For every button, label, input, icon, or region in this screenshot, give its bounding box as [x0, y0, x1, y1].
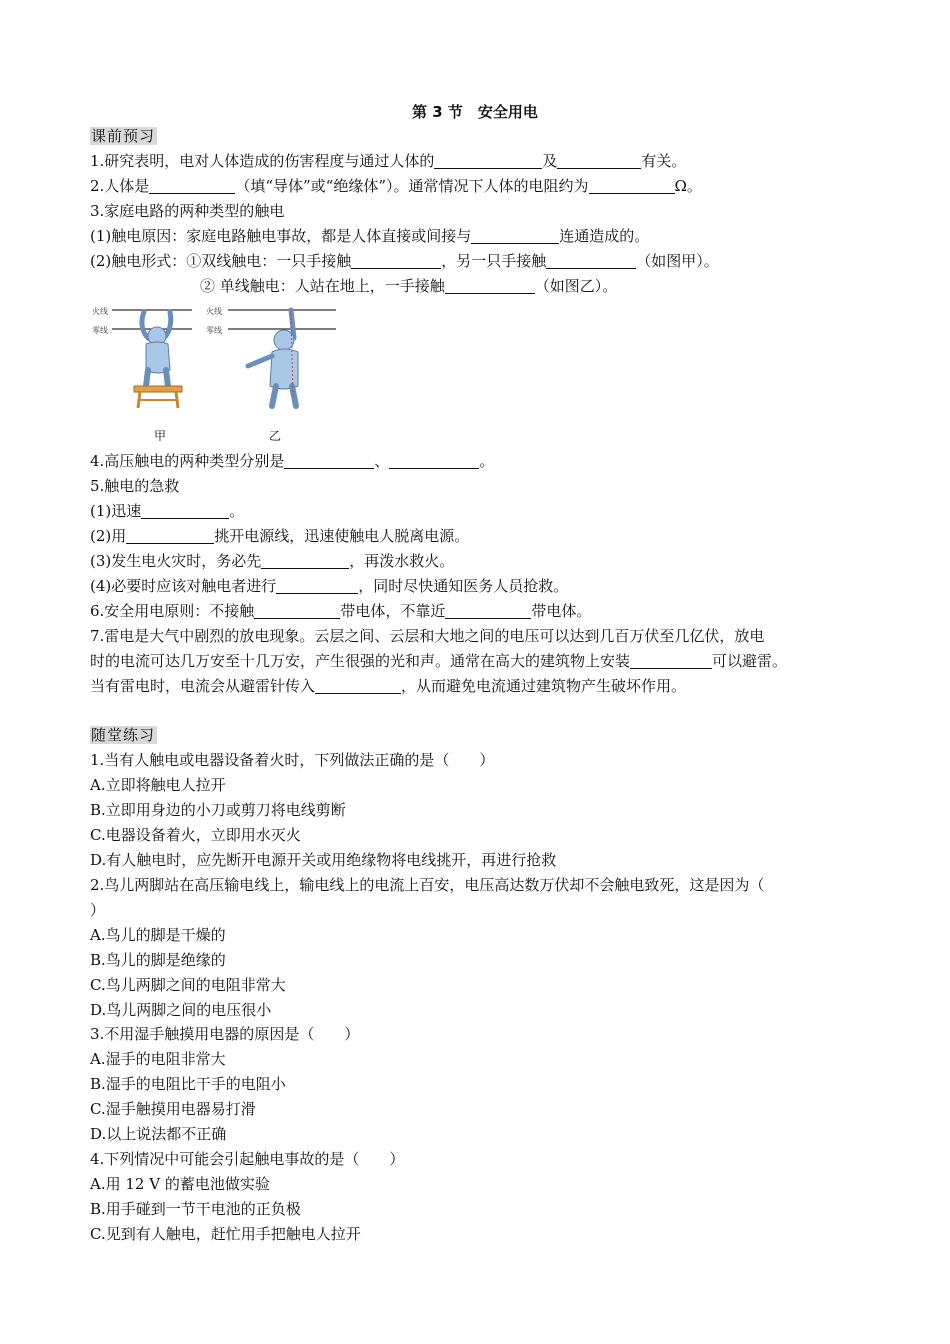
- q1-text: 及: [542, 152, 558, 170]
- answer-blank[interactable]: [315, 677, 401, 694]
- fig-neutral-label-yi: 零线: [206, 326, 222, 335]
- preview-q2: [90, 174, 702, 199]
- q3-2-text: ，另一只手接触: [441, 252, 547, 270]
- q4-text: 、: [374, 452, 390, 470]
- preview-heading: 课前预习: [91, 127, 156, 145]
- practice-q1-option[interactable]: A.立即将触电人拉开: [90, 776, 226, 794]
- shock-illustration: [88, 300, 348, 445]
- preview-q6: [90, 599, 591, 624]
- preview-q3-1: [90, 224, 649, 249]
- practice-q1-option[interactable]: D.有人触电时，应先断开电源开关或用绝缘物将电线挑开，再进行抢救: [90, 851, 557, 869]
- answer-blank[interactable]: [471, 227, 559, 244]
- q5-3-text: ，再泼水救火。: [349, 552, 455, 570]
- practice-q2-option[interactable]: D.鸟儿两脚之间的电压很小: [90, 1001, 272, 1019]
- preview-q4: [90, 449, 494, 474]
- preview-q3-2: [90, 249, 719, 274]
- q7-text: 时的电流可达几万安至十几万安，产生很强的光和声。通常在高大的建筑物上安装: [90, 652, 631, 670]
- practice-q3-option[interactable]: D.以上说法都不正确: [90, 1125, 227, 1143]
- answer-blank[interactable]: [261, 552, 349, 569]
- practice-heading-line: [90, 723, 157, 748]
- preview-q7-line2: [90, 649, 787, 674]
- practice-q2-line1: 2.鸟儿两脚站在高压输电线上，输电线上的电流上百安，电压高达数万伏却不会触电致死，这是因为（: [90, 876, 765, 894]
- wooden-stool: [134, 386, 182, 408]
- preview-q5-4: [90, 574, 568, 599]
- preview-q1: [90, 149, 686, 174]
- q2-text: Ω。: [674, 177, 702, 195]
- person-on-stool: [142, 312, 171, 386]
- preview-q5-title: 5.触电的急救: [90, 477, 180, 495]
- q2-text: 2.人体是: [90, 177, 150, 195]
- answer-blank[interactable]: [126, 527, 214, 544]
- practice-q4-option[interactable]: A.用 12 V 的蓄电池做实验: [90, 1175, 270, 1193]
- preview-q7-line3: [90, 674, 686, 699]
- answer-blank[interactable]: [389, 452, 479, 469]
- practice-q4-option[interactable]: B.用手碰到一节干电池的正负极: [90, 1200, 301, 1218]
- preview-q3-title: 3.家庭电路的两种类型的触电: [90, 202, 285, 220]
- answer-blank[interactable]: [141, 502, 229, 519]
- q3-3-text: ② 单线触电：人站在地上，一手接触: [200, 277, 445, 295]
- practice-q1-option[interactable]: B.立即用身边的小刀或剪刀将电线剪断: [90, 801, 346, 819]
- q1-text: 有关。: [641, 152, 687, 170]
- practice-heading: 随堂练习: [91, 726, 156, 744]
- q4-text: 。: [479, 452, 495, 470]
- answer-blank[interactable]: [149, 177, 235, 194]
- answer-blank[interactable]: [546, 252, 636, 269]
- answer-blank[interactable]: [434, 152, 542, 169]
- q6-text: 6.安全用电原则：不接触: [90, 602, 255, 620]
- answer-blank[interactable]: [445, 602, 531, 619]
- practice-q3-option[interactable]: C.湿手触摸用电器易打滑: [90, 1100, 256, 1118]
- q6-text: 带电体，不靠近: [340, 602, 446, 620]
- answer-blank[interactable]: [589, 177, 675, 194]
- practice-q2-option[interactable]: B.鸟儿的脚是绝缘的: [90, 951, 226, 969]
- electric-shock-figure: [88, 300, 348, 445]
- q3-1-text: (1)触电原因：家庭电路触电事故，都是人体直接或间接与: [90, 227, 472, 245]
- q2-text: （填“导体”或“绝缘体”）。通常情况下人体的电阻约为: [235, 177, 589, 195]
- q5-2-text: 挑开电源线，迅速使触电人脱离电源。: [214, 527, 470, 545]
- practice-q3-option[interactable]: A.湿手的电阻非常大: [90, 1050, 226, 1068]
- answer-blank[interactable]: [557, 152, 641, 169]
- practice-q4: 4.下列情况中可能会引起触电事故的是（ ）: [90, 1150, 405, 1168]
- fig-live-label-jia: 火线: [92, 307, 108, 316]
- practice-q2-option[interactable]: C.鸟儿两脚之间的电阻非常大: [90, 976, 286, 994]
- preview-heading-line: [90, 124, 157, 149]
- preview-q3-3: [200, 274, 617, 299]
- q5-2-text: (2)用: [90, 527, 127, 545]
- preview-q5-2: [90, 524, 469, 549]
- q5-1-text: (1)迅速: [90, 502, 142, 520]
- q5-4-text: (4)必要时应该对触电者进行: [90, 577, 277, 595]
- preview-q7-line1: 7.雷电是大气中剧烈的放电现象。云层之间、云层和大地之间的电压可以达到几百万伏至几亿伏，放电: [90, 627, 765, 645]
- q4-text: 4.高压触电的两种类型分别是: [90, 452, 285, 470]
- answer-blank[interactable]: [276, 577, 358, 594]
- q5-3-text: (3)发生电火灾时，务必先: [90, 552, 262, 570]
- answer-blank[interactable]: [351, 252, 441, 269]
- q7-text: 可以避雷。: [712, 652, 788, 670]
- q7-text: 当有雷电时，电流会从避雷针传入: [90, 677, 316, 695]
- practice-q3-option[interactable]: B.湿手的电阻比干手的电阻小: [90, 1075, 286, 1093]
- practice-q2-option[interactable]: A.鸟儿的脚是干燥的: [90, 926, 226, 944]
- q1-text: 1.研究表明，电对人体造成的伤害程度与通过人体的: [90, 152, 435, 170]
- page-title: 第 3 节 安全用电: [412, 103, 538, 121]
- q3-1-text: 连通造成的。: [559, 227, 650, 245]
- practice-q2-line2: ）: [90, 901, 106, 919]
- q3-2-text: （如图甲）。: [636, 252, 719, 270]
- q5-4-text: ，同时尽快通知医务人员抢救。: [358, 577, 569, 595]
- answer-blank[interactable]: [630, 652, 712, 669]
- figure-label-jia: 甲: [154, 429, 167, 443]
- practice-q1-option[interactable]: C.电器设备着火，立即用水灭火: [90, 826, 301, 844]
- answer-blank[interactable]: [445, 277, 535, 294]
- q3-3-text: （如图乙）。: [534, 277, 618, 295]
- practice-q3: 3.不用湿手触摸用电器的原因是（ ）: [90, 1025, 360, 1043]
- q6-text: 带电体。: [531, 602, 592, 620]
- fig-live-label-yi: 火线: [206, 307, 222, 316]
- practice-q1: 1.当有人触电或电器设备着火时，下列做法正确的是（ ）: [90, 751, 495, 769]
- person-on-ground: [248, 310, 298, 406]
- answer-blank[interactable]: [254, 602, 340, 619]
- preview-q5-3: [90, 549, 454, 574]
- practice-q4-option[interactable]: C.见到有人触电，赶忙用手把触电人拉开: [90, 1225, 361, 1243]
- fig-neutral-label-jia: 零线: [92, 326, 108, 335]
- figure-label-yi: 乙: [269, 429, 282, 443]
- q5-1-text: 。: [229, 502, 245, 520]
- preview-q5-1: [90, 499, 244, 524]
- answer-blank[interactable]: [284, 452, 374, 469]
- q3-2-text: (2)触电形式：①双线触电：一只手接触: [90, 252, 352, 270]
- q7-text: ，从而避免电流通过建筑物产生破坏作用。: [401, 677, 687, 695]
